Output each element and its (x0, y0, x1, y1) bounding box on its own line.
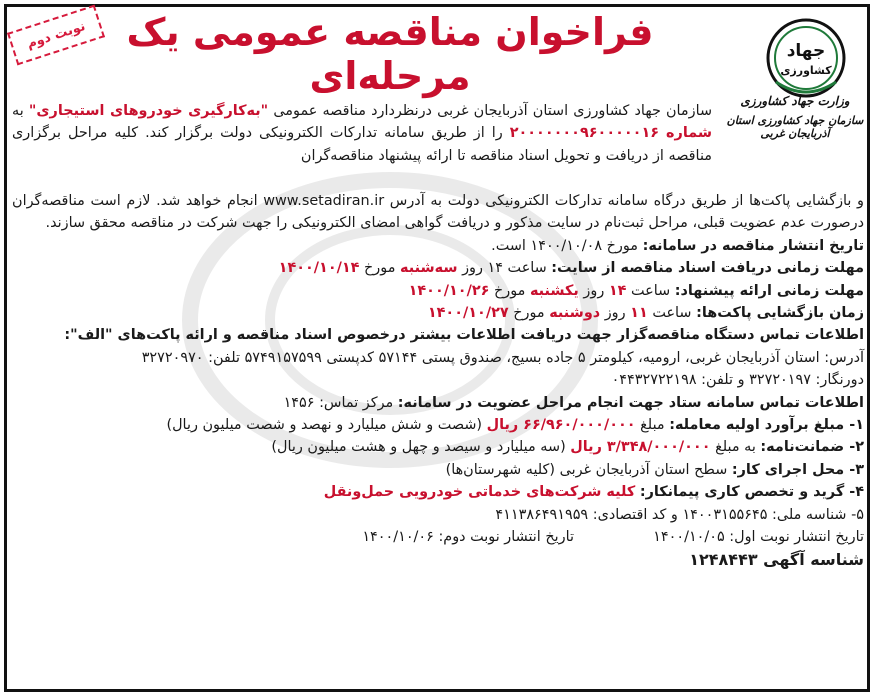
submit-deadline-hour: ۱۴ (608, 282, 627, 299)
submit-deadline-pre: ساعت (631, 282, 671, 299)
item-national-id: ۵- شناسه ملی: ۱۴۰۰۳۱۵۵۶۴۵ و کد اقتصادی: ۴۱۱۳۸۶۴۹۱۹۵۹ (495, 506, 864, 523)
opening-time-prefix: مورخ (513, 305, 545, 322)
receive-deadline-time: ساعت ۱۴ روز (462, 260, 547, 277)
submit-deadline-date: ۱۴۰۰/۱۰/۲۶ (408, 282, 490, 299)
opening-time-day: دوشنبه (549, 305, 601, 322)
estimate-prefix: مبلغ (640, 417, 665, 434)
opening-time-row (12, 302, 864, 324)
item-estimate (12, 414, 864, 436)
grade-label: ۴- گرید و تخصص کاری پیمانکار: (639, 484, 864, 501)
intro-text-p2: کلیه مراحل برگزاری مناقصه از دریافت و تحویل اسناد مناقصه تا ارائه پیشنهاد مناقصه‌گران (12, 125, 712, 164)
receive-deadline-day: سه‌شنبه (399, 260, 458, 277)
opening-time-hour: ۱۱ (630, 305, 648, 322)
contact-heading: اطلاعات تماس دستگاه مناقصه‌گزار جهت دریافت اطلاعات بیشتر درخصوص اسناد مناقصه و ارائه پاکت‌های "الف": (64, 327, 864, 344)
publication-dates-row (12, 526, 864, 548)
guarantee-words: (سه میلیارد و سیصد و چهل و هشت میلیون ریال) (271, 439, 566, 456)
publish-date-row (12, 235, 864, 257)
receive-deadline-row (12, 257, 864, 279)
item-grade (12, 481, 864, 503)
guarantee-prefix: به مبلغ (715, 439, 756, 456)
intro-text-p3: و بازگشایی پاکت‌ها از طریق درگاه سامانه تدارکات الکترونیکی دولت به آدرس www.setadiran.ir انجام خواهد شد. لازم است مناقصه‌گران درصورت عدم عضویت قبلی، مراحل ثبت‌نام در سایت مذکور و دریافت گواهی امضای الکترونیکی را جهت شرکت در مناقصه محقق سازند. (12, 193, 865, 232)
estimate-words: (شصت و شش میلیارد و نهصد و شصت میلیون ریال) (166, 417, 482, 434)
location-value: سطح استان آذربایجان غربی (کلیه شهرستان‌ها) (445, 461, 728, 478)
setad-contact-label: اطلاعات تماس سامانه ستاد جهت انجام مراحل عضویت در سامانه: (397, 394, 864, 411)
receive-deadline-label: مهلت زمانی دریافت اسناد مناقصه از سایت: (551, 260, 864, 277)
item-guarantee (12, 436, 864, 458)
organization-name (720, 94, 870, 140)
guarantee-label: ۲- ضمانت‌نامه: (760, 439, 864, 456)
second-run-badge: نوبت دوم (7, 5, 105, 66)
opening-time-label: زمان بازگشایی پاکت‌ها: (696, 305, 864, 322)
intro-text-b: به (12, 103, 24, 119)
tender-subject: "به‌کارگیری خودروهای استیجاری" (28, 103, 269, 119)
second-publication-date: تاریخ انتشار نوبت دوم: ۱۴۰۰/۱۰/۰۶ (362, 529, 575, 546)
opening-time-pre: ساعت (652, 305, 692, 322)
submit-deadline-day: یکشنبه (529, 282, 579, 299)
receive-deadline-date: ۱۴۰۰/۱۰/۱۴ (278, 260, 360, 277)
logo-top-text: جهاد (786, 41, 826, 61)
setad-contact-row (12, 392, 864, 414)
submit-deadline-label: مهلت زمانی ارائه پیشنهاد: (674, 282, 864, 299)
item-location (12, 459, 864, 481)
publish-date-value: مورخ ۱۴۰۰/۱۰/۰۸ است. (491, 237, 639, 254)
tender-number-label: شماره (666, 125, 713, 142)
guarantee-amount: ۳/۳۴۸/۰۰۰/۰۰۰ ریال (570, 439, 711, 456)
intro-text-c: را از طریق سامانه تدارکات الکترونیکی دولت برگزار کند. (145, 125, 503, 142)
tender-number: ۲۰۰۰۰۰۰۰۹۶۰۰۰۰۰۱۶ (509, 125, 660, 142)
org-provincial-name: سازمان جهاد کشاورزی استان آذربایجان غربی (726, 114, 864, 140)
main-body (12, 190, 864, 571)
submit-deadline-mid: روز (583, 282, 605, 299)
location-label: ۳- محل اجرای کار: (731, 461, 864, 478)
ministry-name: وزارت جهاد کشاورزی (740, 94, 850, 108)
grade-value: کلیه شرکت‌های خدماتی خودرویی حمل‌ونقل (323, 484, 636, 501)
receive-deadline-prefix: مورخ (364, 260, 396, 277)
ad-id-value: ۱۲۴۸۴۴۳ (689, 549, 758, 569)
opening-time-date: ۱۴۰۰/۱۰/۲۷ (427, 305, 509, 322)
publish-date-label: تاریخ انتشار مناقصه در سامانه: (642, 237, 864, 254)
submit-deadline-row (12, 280, 864, 302)
opening-time-mid: روز (604, 305, 626, 322)
ad-id-label: شناسه آگهی (763, 549, 864, 569)
setad-contact-value: مرکز تماس: ۱۴۵۶ (283, 394, 394, 411)
intro-text-a: سازمان جهاد کشاورزی استان آذربایجان غربی درنظردارد مناقصه عمومی (273, 103, 713, 119)
submit-deadline-prefix: مورخ (493, 282, 526, 299)
logo-sub-text: کشاورزی (780, 64, 832, 77)
contact-address: آدرس: استان آذربایجان غربی، ارومیه، کیلومتر ۵ جاده بسیج، صندوق پستی ۵۷۱۴۴ کدپستی ۵۷۴۹۱۵۷۵۹۹ تلفن: ۳۲۷۲۰۹۷۰ (141, 349, 864, 366)
first-publication-date: تاریخ انتشار نوبت اول: ۱۴۰۰/۱۰/۰۵ (653, 529, 864, 546)
contact-fax: دورنگار: ۳۲۷۲۰۱۹۷ و تلفن: ۰۴۴۳۲۷۲۲۱۹۸ (611, 372, 864, 389)
intro-paragraph (12, 100, 712, 167)
estimate-amount: ۶۶/۹۶۰/۰۰۰/۰۰۰ ریال (486, 417, 636, 434)
estimate-label: ۱- مبلغ برآورد اولیه معامله: (669, 417, 864, 434)
ad-id-row (12, 549, 864, 571)
page-title: فراخوان مناقصه عمومی یک مرحله‌ای (126, 10, 654, 98)
